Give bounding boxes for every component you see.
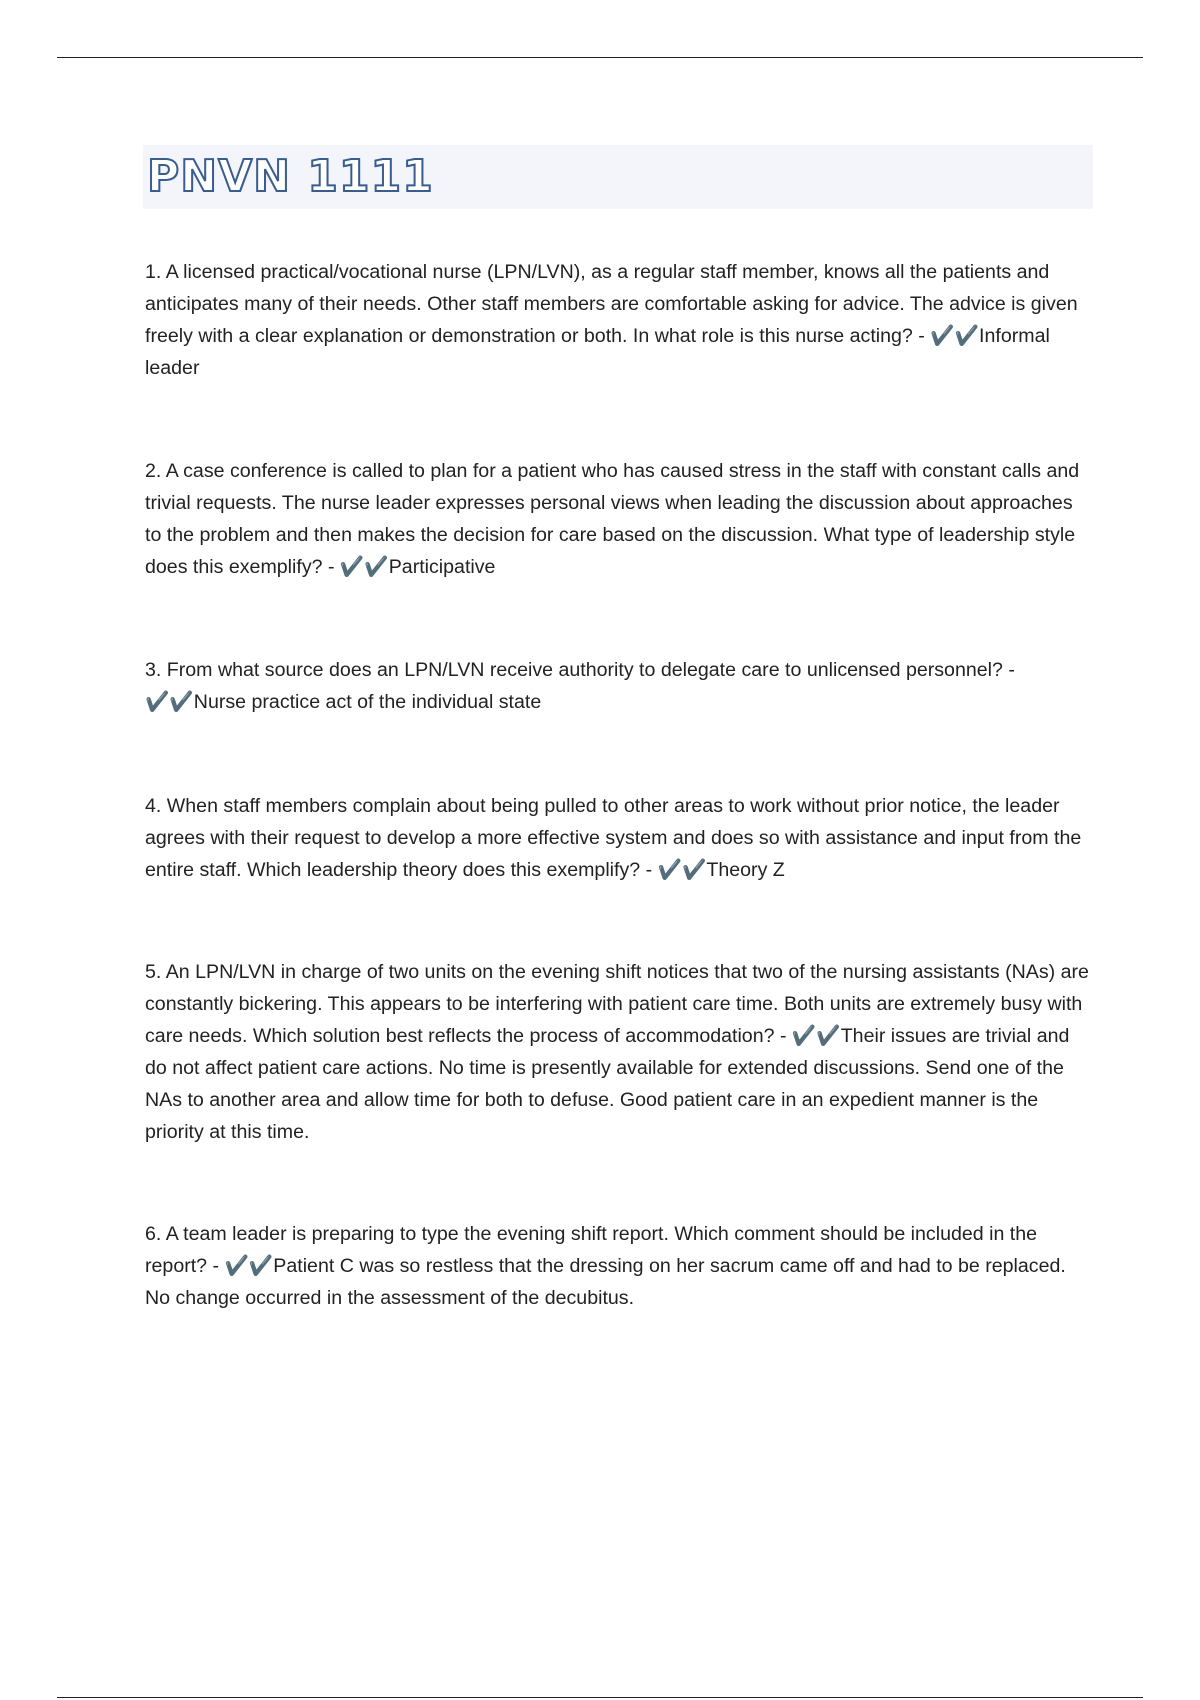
bottom-rule — [57, 1697, 1143, 1698]
top-rule — [57, 57, 1143, 58]
question-4: 4. When staff members complain about being pulled to other areas to work without prior notice, the leader agrees with their request to develop a more effective system and does so with assistance and input from the entire staff. Which leadership theory does this exemplify? - ✔️✔️Theory Z — [145, 795, 1082, 881]
question-2: 2. A case conference is called to plan for a patient who has caused stress in the staff with constant calls and trivial requests. The nurse leader expresses personal views when leading the discussion about approaches to the problem and then makes the decision for care based on the discussion. What type of leadership style does this exemplify? - ✔️✔️Participative — [145, 460, 1080, 578]
question-5: 5. An LPN/LVN in charge of two units on the evening shift notices that two of the nursing assistants (NAs) are constantly bickering. This appears to be interfering with patient care time. Both units are extremely busy with care needs. Which solution best reflects the process of accommodation? - ✔️✔️Their issues are trivial and do not affect patient care actions. No time is presently available for extended discussions. Send one of the NAs to another area and allow time for both to defuse. Good patient care in an expedient manner is the priority at this time. — [145, 961, 1089, 1143]
question-1: 1. A licensed practical/vocational nurse (LPN/LVN), as a regular staff member, knows all the patients and anticipates many of their needs. Other staff members are comfortable asking for advice. The advice is given freely with a clear explanation or demonstration or both. In what role is this nurse acting? - ✔️✔️Informal leader — [145, 261, 1078, 379]
question-3: 3. From what source does an LPN/LVN receive authority to delegate care to unlicensed personnel? - ✔️✔️Nurse practice act of the individual state — [145, 659, 1015, 713]
page-title: PNVN 1111 — [147, 151, 434, 202]
title-banner — [143, 145, 1093, 209]
question-6: 6. A team leader is preparing to type the evening shift report. Which comment should be included in the report? - ✔️✔️Patient C was so restless that the dressing on her sacrum came off and had to be replaced. No change occurred in the assessment of the decubitus. — [145, 1223, 1066, 1309]
